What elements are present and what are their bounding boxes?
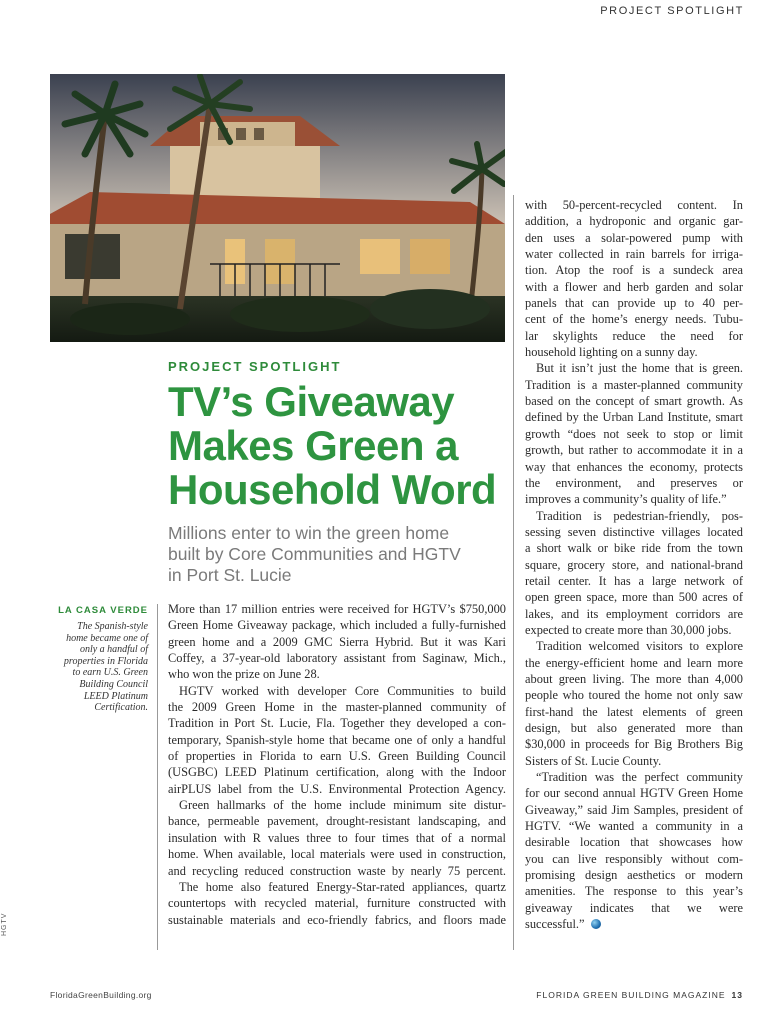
body-line: successful.”	[525, 916, 743, 932]
deck-line: in Port St. Lucie	[168, 565, 292, 585]
column-divider	[513, 195, 514, 950]
caption-line: to earn U.S. Green	[72, 667, 148, 679]
body-line: Tradition is pedestrian-friendly, pos-	[536, 508, 743, 523]
body-line: Sisters of St. Lucie County.	[525, 753, 662, 768]
body-line: Green Home Giveaway package, which included a fully-furnished	[168, 618, 506, 633]
body-line: amenities. The response to this year’s	[525, 884, 743, 899]
deck-line: Millions enter to win the green home	[168, 523, 450, 543]
body-line: for our second annual HGTV Green Home	[525, 786, 743, 801]
body-line: $30,000 in proceeds for Big Brothers Big	[525, 737, 743, 752]
column-divider	[157, 604, 158, 950]
caption-line: LEED Platinum	[83, 690, 148, 702]
body-line: addition, a hydroponic and organic gar-	[525, 214, 743, 229]
body-line: tion. Atop the roof is a sundeck area	[525, 263, 743, 278]
body-line: with a flower and herb garden and solar	[525, 279, 743, 294]
body-line: people who toured the home not only saw	[525, 688, 743, 703]
body-line: The home also featured Energy-Star-rated appliances, quartz	[179, 879, 506, 894]
photo-caption	[46, 605, 148, 714]
caption-label: LA CASA VERDE	[58, 605, 148, 616]
body-line: panels that can provide up to 40 per-	[525, 296, 743, 311]
caption-line: only a handful of	[79, 644, 148, 656]
deck	[168, 523, 508, 586]
body-line: insulation with R values three to four times that of a normal	[168, 830, 506, 845]
body-line: household lighting on a sunny day.	[525, 345, 698, 360]
body-line: Green hallmarks of the home include minimum site distur-	[179, 798, 506, 813]
body-line: countertops with recycled material, furniture constructed with	[168, 896, 506, 911]
body-line: sessing seven distinctive villages located	[525, 524, 743, 539]
headline-line: TV’s Giveaway	[168, 378, 455, 425]
body-line: temporary, Spanish-style home that became one of only a handful	[168, 732, 506, 747]
caption-line: home became one of	[66, 632, 148, 644]
body-line: More than 17 million entries were received for HGTV’s $750,000	[168, 602, 506, 616]
body-line: who won the prize on June 28.	[168, 667, 320, 682]
photo-credit: HGTV	[1, 912, 8, 936]
magazine-name: FLORIDA GREEN BUILDING MAGAZINE	[536, 990, 726, 1000]
body-line: growth “does not seek to stop or limit	[525, 426, 743, 441]
body-line: promising design aesthetics or modern	[525, 868, 743, 883]
house-photo	[50, 74, 505, 342]
body-line: of properties in Florida to earn U.S. Green Building Council	[168, 749, 506, 764]
body-line: you can live responsibly without com-	[525, 851, 743, 866]
body-line: square, grocery store, and national-brand	[525, 557, 743, 572]
body-column-1	[168, 601, 506, 928]
body-line: sustainable materials and eco-friendly fabrics, and floors made	[168, 912, 506, 927]
footer-magazine	[536, 990, 743, 1000]
body-line: “Tradition was the perfect community	[536, 770, 743, 785]
body-line: Coffey, a 37-year-old laboratory assistant from Saginaw, Mich.,	[168, 651, 506, 666]
body-line: green home and a 2009 GMC Sierra Hybrid. But it was Kari	[168, 634, 506, 649]
body-line: lar skylights reduce the need for	[525, 328, 743, 343]
body-line: the 2009 Green Home in the master-planned community of	[168, 700, 506, 715]
body-line: But it isn’t just the home that is green.	[536, 361, 743, 376]
body-line: the environment, and preserves or	[525, 475, 743, 490]
headline-line: Makes Green a	[168, 422, 459, 469]
caption-line: Certification.	[94, 702, 148, 714]
body-line: the energy-efficient home and learn more	[525, 655, 743, 670]
body-line: retail center. It has a large network of	[525, 573, 743, 588]
page-number: 13	[731, 990, 743, 1000]
body-line: cent of the home’s energy needs. Tubu-	[525, 312, 743, 327]
body-line: growth, but rather to accommodate it in a	[525, 443, 743, 458]
body-line: about green living. The more than 4,000	[525, 671, 743, 686]
body-line: giveaway indicates that we were	[525, 900, 743, 915]
body-line: with 50-percent-recycled content. In	[525, 198, 743, 212]
body-line: bance, permeable pavement, drought-resistant landscaping, and	[168, 814, 506, 829]
body-line: HGTV worked with developer Core Communities to build	[179, 683, 506, 698]
body-line: expected to create more than 30,000 jobs.	[525, 622, 732, 637]
body-line: open green space, more than 500 acres of	[525, 590, 743, 605]
body-line: lakes, and its employment corridors are	[525, 606, 743, 621]
headline-line: Household Word	[168, 466, 497, 513]
deck-line: built by Core Communities and HGTV	[168, 544, 461, 564]
body-line: desirable location that showcases how	[525, 835, 743, 850]
body-line: Tradition welcomed visitors to explore	[536, 639, 743, 654]
body-line: defined by the Urban Land Institute, smart	[525, 410, 743, 425]
headline	[168, 380, 513, 512]
body-line: Giveaway,” said Jim Samples, president of	[525, 802, 743, 817]
body-line: home. When available, local materials were used in construction,	[168, 847, 506, 862]
footer-website: FloridaGreenBuilding.org	[50, 990, 152, 1000]
caption-line: The Spanish-style	[77, 621, 148, 632]
end-mark-globe-icon	[591, 919, 601, 929]
body-line: water collected in rain barrels for irriga-	[525, 247, 743, 262]
body-line: improves a community’s quality of life.”	[525, 492, 727, 507]
body-line: (USGBC) LEED Platinum certification, along with the Indoor	[168, 765, 506, 780]
body-line: and recycling reduced construction waste by nearly 75 percent.	[168, 863, 506, 878]
body-line: a short walk or bike ride from the town	[525, 541, 743, 556]
body-line: way that enhances the economy, protects	[525, 459, 743, 474]
caption-line: properties in Florida	[63, 655, 148, 667]
body-line: Tradition in Port St. Lucie, Fla. Together they developed a con-	[168, 716, 506, 731]
running-head: PROJECT SPOTLIGHT	[600, 5, 744, 17]
body-line: den uses a solar-powered pump with	[525, 230, 743, 245]
body-line: first-hand the latest elements of green	[525, 704, 743, 719]
caption-line: Building Council	[79, 678, 148, 690]
body-column-2	[525, 197, 743, 932]
section-kicker: PROJECT SPOTLIGHT	[168, 359, 342, 374]
body-line: airPLUS label from the U.S. Environmental Protection Agency.	[168, 781, 506, 796]
house-illustration	[50, 74, 505, 342]
body-line: Tradition is a master-planned community	[525, 377, 743, 392]
body-line: based on the concept of smart growth. As	[525, 394, 743, 409]
body-line: HGTV. “We wanted a community in a	[525, 819, 743, 834]
body-line: design, but also generated more than	[525, 721, 743, 735]
